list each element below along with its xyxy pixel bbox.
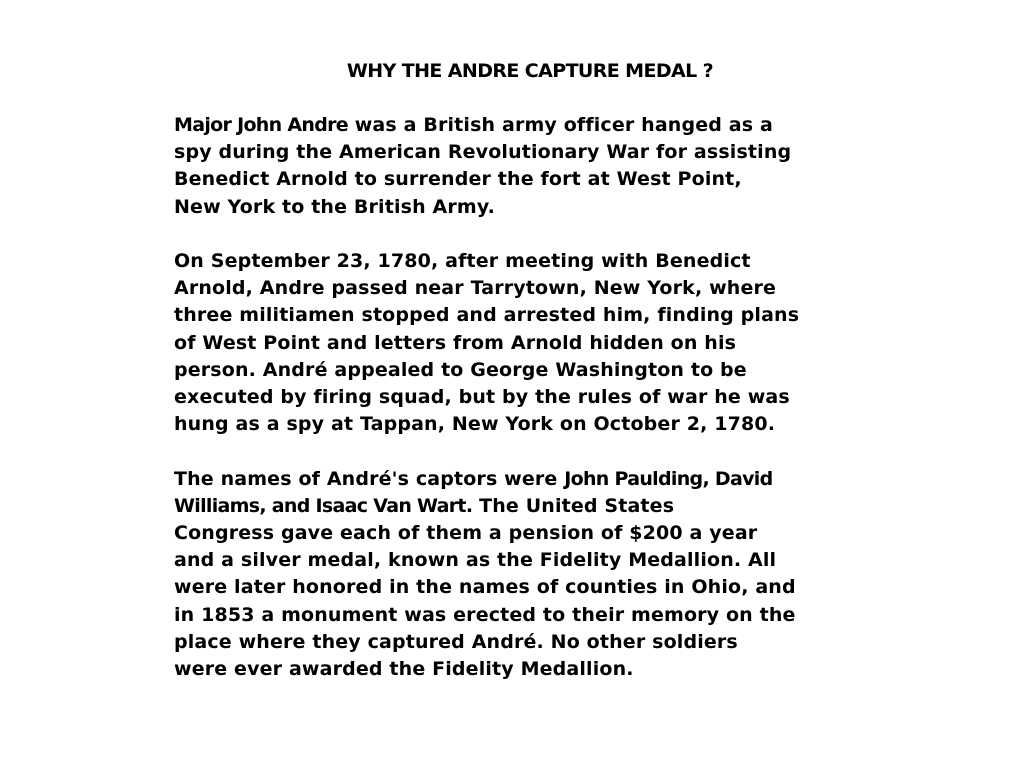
line-text: was a British army officer hanged as a (347, 114, 773, 136)
text-line: Arnold, Andre passed near Tarrytown, New York, where (174, 277, 777, 300)
text-line (174, 466, 894, 493)
emphasized-names: John Paulding, David (564, 467, 773, 490)
slide-title: WHY THE ANDRE CAPTURE MEDAL ? (346, 60, 714, 82)
text-line: in 1853 a monument was erected to their memory on the (174, 603, 796, 626)
text-line (174, 493, 894, 520)
text-line (174, 112, 894, 139)
line-text: The United States (472, 494, 675, 517)
text-line: place where they captured André. No other soldiers (174, 630, 738, 653)
paragraph-capture-story (174, 248, 894, 438)
text-line: executed by firing squad, but by the rules of war he was (174, 386, 790, 409)
paragraph-andre-intro (174, 112, 894, 221)
text-line: spy during the American Revolutionary War for assisting (174, 141, 792, 164)
text-line: Congress gave each of them a pension of $200 a year (174, 522, 758, 545)
text-line: New York to the British Army. (174, 195, 495, 218)
paragraph-captors-medal (174, 466, 894, 684)
text-line: were ever awarded the Fidelity Medallion. (174, 658, 634, 681)
slide-body (174, 112, 894, 710)
text-line: three militiamen stopped and arrested him, finding plans (174, 304, 800, 327)
text-line: hung as a spy at Tappan, New York on October 2, 1780. (174, 413, 776, 436)
text-line: person. André appealed to George Washington to be (174, 358, 747, 381)
line-text: The names of André's captors were (174, 467, 565, 490)
emphasized-names: Williams, and Isaac Van Wart. (174, 494, 473, 517)
emphasized-name: Major John Andre (174, 114, 348, 136)
text-line: and a silver medal, known as the Fidelity Medallion. All (174, 549, 777, 572)
text-line: of West Point and letters from Arnold hidden on his (174, 331, 737, 354)
text-line: were later honored in the names of counties in Ohio, and (174, 576, 796, 599)
text-line: On September 23, 1780, after meeting with Benedict (174, 250, 751, 272)
text-line: Benedict Arnold to surrender the fort at West Point, (174, 168, 742, 191)
